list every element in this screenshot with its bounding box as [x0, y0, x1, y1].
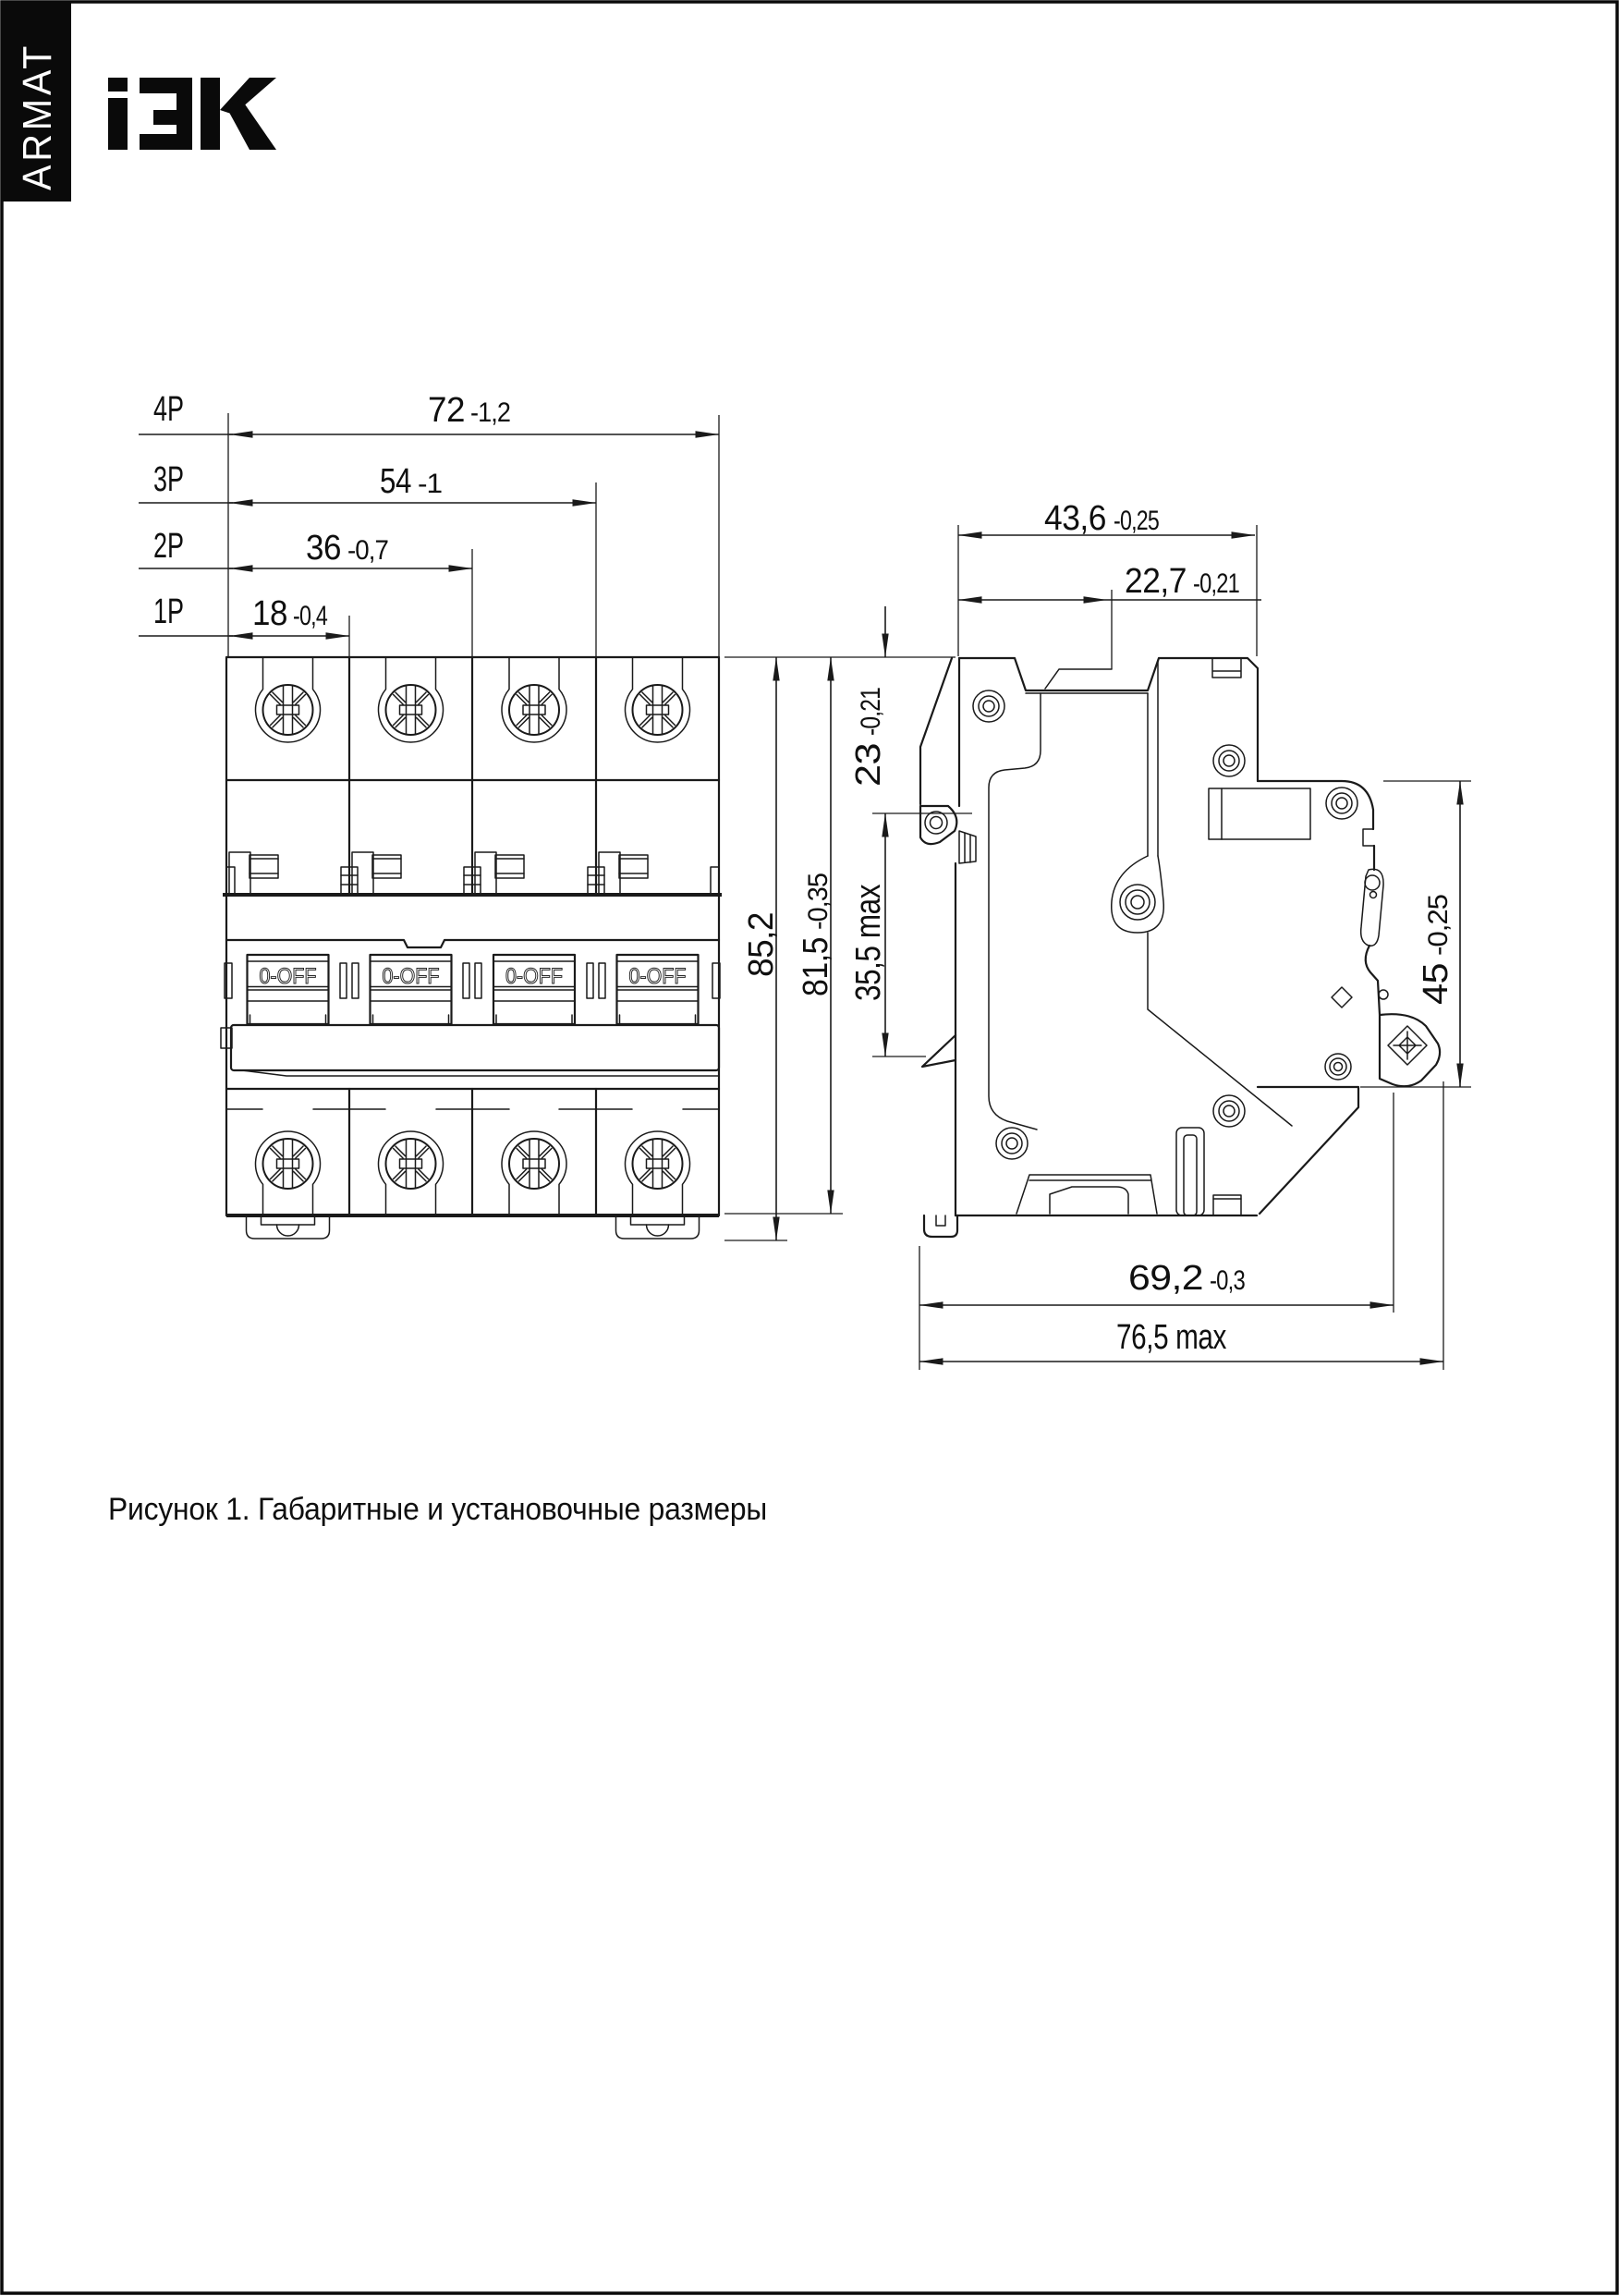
dim-panel-height-value: 45: [1417, 966, 1455, 1005]
dim-latch-offset-value: 23: [849, 748, 888, 787]
dim-2p-value: 36: [306, 529, 341, 568]
front-view: [221, 657, 722, 1239]
dim-3p-tolerance: -1: [418, 469, 443, 499]
iek-logo: [108, 78, 276, 150]
dim-2p-tolerance: -0,7: [347, 535, 389, 566]
dim-3p-value: 54: [380, 462, 412, 501]
tie-bar: [221, 1025, 719, 1076]
dim-depth-step-tolerance: -0,21: [1193, 568, 1240, 599]
dim-height-body-tolerance: -0,35: [803, 871, 834, 930]
dim-4p-value: 72: [428, 391, 465, 430]
dim-depth-max: 76,5 max: [1116, 1318, 1227, 1357]
pole-label-3p: 3P: [153, 460, 184, 499]
dim-latch-max: 35,5 max: [849, 860, 888, 1001]
dim-depth-body-value: 69,2: [1128, 1259, 1203, 1298]
figure-caption: Рисунок 1. Габаритные и установочные размеры: [108, 1492, 767, 1527]
armat-banner: [2, 2, 71, 202]
dim-height-body-value: 81,5: [797, 930, 835, 996]
dim-depth-body-tolerance: -0,3: [1210, 1265, 1246, 1296]
pole-label-4p: 4P: [153, 390, 184, 429]
dim-latch-offset-tolerance: -0,21: [856, 677, 886, 736]
rivet: [973, 690, 1357, 1159]
armat-banner-label: ARMAT: [15, 32, 60, 190]
dim-1p-tolerance: -0,4: [293, 601, 328, 631]
dim-4p-tolerance: -1,2: [470, 397, 511, 428]
height-dimensions: [724, 606, 972, 1240]
side-view-dimensions: [919, 499, 1471, 1370]
pole-label-2p: 2P: [153, 527, 184, 566]
dim-height-total: 85,2: [742, 910, 781, 977]
front-view-dimensions: [139, 390, 719, 657]
dim-depth-total-tolerance: -0,25: [1114, 506, 1160, 536]
dim-depth-total-value: 43,6: [1044, 499, 1106, 538]
dim-depth-step-value: 22,7: [1125, 562, 1187, 601]
dim-panel-height-tolerance: -0,25: [1423, 897, 1454, 956]
dim-1p-value: 18: [252, 594, 287, 633]
side-view: [920, 658, 1440, 1237]
pole-label-1p: 1P: [153, 592, 184, 631]
page-border: [2, 2, 1617, 2293]
